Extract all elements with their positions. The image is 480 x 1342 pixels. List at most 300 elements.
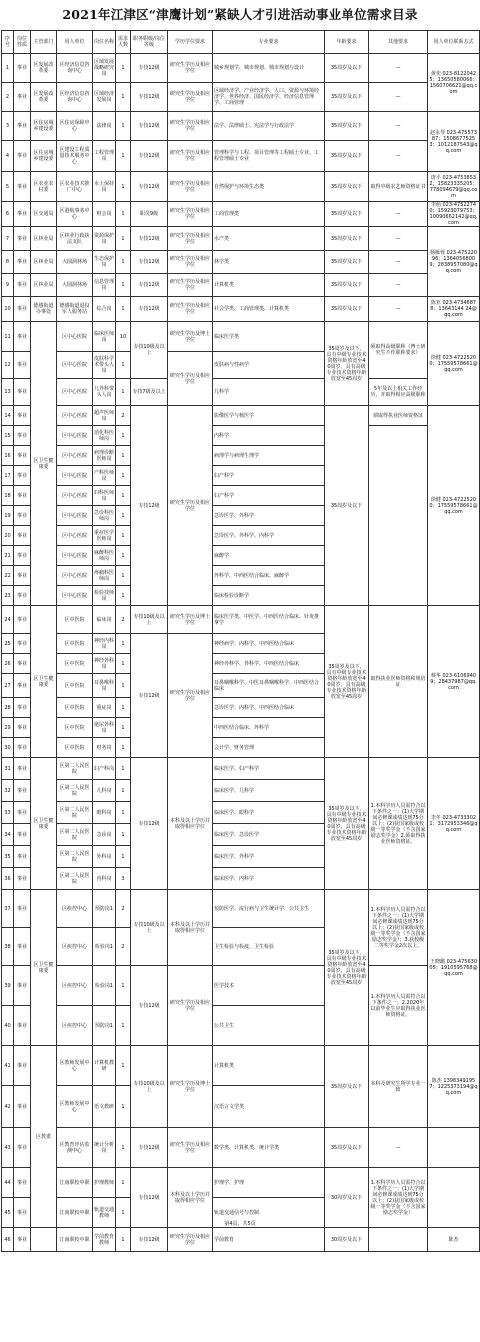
table-cell: 专技10级及以上 — [131, 322, 168, 379]
table-cell: 区域发展战略研究岗 — [93, 54, 116, 83]
table-cell: 35周岁及以下 — [325, 83, 369, 112]
column-header: 学历学位要求 — [168, 31, 213, 54]
table-cell: 儿外科带头人岗 — [93, 379, 116, 406]
table-row — [2, 379, 480, 406]
table-cell: 35周岁及以下 — [325, 172, 369, 202]
table-cell: 预防医学、流行病与卫生统计学、公共卫生 — [213, 890, 325, 928]
table-cell: 事业 — [14, 141, 31, 172]
table-cell: 区林业行政执法支队 — [57, 227, 93, 251]
table-cell: 研究生学历及相应学位 — [168, 966, 213, 1046]
table-cell: 皮肤病与性病学 — [213, 352, 325, 379]
table-cell: 44 — [2, 1168, 14, 1198]
table-cell: 21 — [2, 546, 14, 566]
table-cell: — — [369, 54, 428, 83]
table-cell: 研究生学历及相应学位 — [168, 1128, 213, 1168]
table-cell: 2 — [116, 928, 131, 966]
table-cell: 35周岁及以下 — [325, 141, 369, 172]
table-cell: 耳鼻喉科岗 — [93, 674, 116, 698]
table-cell: 眼科岗 — [93, 802, 116, 824]
table-cell: 事业 — [14, 846, 31, 868]
table-cell: 1 — [116, 379, 131, 406]
table-row — [2, 83, 480, 112]
table-cell: 1 — [116, 1168, 131, 1198]
table-cell: 区中医院 — [57, 634, 93, 654]
table-cell: 职员9级 — [131, 202, 168, 227]
table-row — [2, 406, 480, 426]
table-cell: 35周岁及以下，具有中级专业技术资格年龄放宽至40周岁，具有高级专业技术资格年龄放宽至45周岁 — [325, 890, 369, 1046]
table-cell: 徐健 023-47225200；17559578661@qq.com — [428, 406, 480, 606]
table-cell: 46 — [2, 1228, 14, 1252]
table-cell: 专技12级 — [131, 1228, 168, 1252]
table-cell: 事业 — [14, 1128, 31, 1168]
table-row — [2, 1228, 480, 1252]
table-cell: 本科及研究生所学专业一致 — [369, 1046, 428, 1128]
table-cell — [428, 1128, 480, 1168]
table-cell: 陈杰 13983491957；1225373194@qq.com — [428, 1046, 480, 1128]
table-row — [2, 426, 480, 446]
table-cell: 工程管理岗 — [93, 141, 116, 172]
table-cell: 计算机类 — [213, 274, 325, 297]
table-cell: 事业 — [14, 446, 31, 466]
column-header: 岗位性质 — [14, 31, 31, 54]
table-cell: 陈杰 — [428, 1228, 480, 1252]
table-cell: 1 — [116, 1228, 131, 1252]
table-cell: 事业 — [14, 172, 31, 202]
table-cell: 1 — [116, 446, 131, 466]
table-cell: 1 — [116, 674, 131, 698]
table-cell: 专技12级 — [131, 1168, 168, 1228]
table-cell: 1 — [116, 83, 131, 112]
table-cell: 22 — [2, 566, 14, 586]
table-cell: 神经外科岗 — [93, 654, 116, 674]
table-cell: 江南职校中职 — [57, 1168, 93, 1198]
table-cell: 23 — [2, 586, 14, 606]
table-cell: 区交通局 — [31, 202, 57, 227]
table-cell: 1 — [116, 634, 131, 654]
table-cell: 超声医师岗 — [93, 406, 116, 426]
table-row — [2, 112, 480, 141]
table-cell: 事业 — [14, 406, 31, 426]
table-cell: 事业 — [14, 674, 31, 698]
table-cell: 区疾控中心 — [57, 928, 93, 966]
table-cell: 14 — [2, 406, 14, 426]
table-row — [2, 297, 480, 322]
table-cell: 数学类、计算机类、统计学类 — [213, 1128, 325, 1168]
table-cell: 35周岁及以下 — [325, 406, 369, 606]
table-cell: 区中心医院 — [57, 466, 93, 486]
table-cell: 区中心医院 — [57, 546, 93, 566]
table-cell: 事业 — [14, 634, 31, 654]
table-cell: 事业 — [14, 780, 31, 802]
table-cell: 重症岗 — [93, 698, 116, 718]
table-cell: 研究生学历及相应学位 — [168, 227, 213, 251]
table-cell: 1.本科学历人员需符合以下条件之一：(1)大学期间必修课成绩达到75分以上；(2)获国家级或校级一等奖学金（不含国家励志奖学金） — [369, 1168, 428, 1228]
table-row — [2, 1046, 480, 1086]
table-cell: 25 — [2, 634, 14, 654]
table-cell: 影像医学与核医学 — [213, 406, 325, 426]
table-cell: 1 — [116, 846, 131, 868]
table-cell: 江南职校中职 — [57, 1198, 93, 1228]
table-cell: 检验技师岗 — [93, 586, 116, 606]
table-cell: 42 — [2, 1086, 14, 1128]
table-cell: 1 — [116, 202, 131, 227]
table-cell: 事业 — [14, 297, 31, 322]
table-cell: 区住房城乡建设委 — [31, 112, 57, 141]
table-cell: 事业 — [14, 426, 31, 446]
table-cell: 1 — [116, 698, 131, 718]
table-cell: 1 — [116, 486, 131, 506]
table-cell: 3 — [2, 112, 14, 141]
table-cell: 1 — [116, 466, 131, 486]
table-cell: 1 — [116, 586, 131, 606]
column-header: 岗位名称 — [93, 31, 116, 54]
table-cell: 学前教育 — [213, 1228, 325, 1252]
table-cell: 40 — [2, 1006, 14, 1046]
table-cell: 研究生学历及相应学位 — [168, 83, 213, 112]
table-cell: 护理教师 — [93, 1168, 116, 1198]
table-cell: 病理诊断医师岗 — [93, 446, 116, 466]
table-cell: 事业 — [14, 868, 31, 890]
column-header: 主管部门 — [31, 31, 57, 54]
table-cell: 专技12级 — [131, 141, 168, 172]
table-cell: 事业 — [14, 83, 31, 112]
table-cell: 学前教育教师 — [93, 1228, 116, 1252]
table-cell: 神经外科学、外科学、中西医结合临床 — [213, 654, 325, 674]
table-cell: 6 — [2, 202, 14, 227]
table-cell: 专技10级及以上 — [131, 1046, 168, 1128]
table-cell: 区中医院 — [57, 738, 93, 758]
table-cell: 陈亚 023-47346878；13643144 24@qq.com — [428, 297, 480, 322]
column-header: 专业要求 — [213, 31, 325, 54]
table-cell: 1 — [116, 966, 131, 1006]
table-cell: 病理学与病理生理学 — [213, 446, 325, 466]
table-cell: 1 — [116, 546, 131, 566]
table-cell: 卫生检验与检疫、卫生检验 — [213, 928, 325, 966]
table-cell: 5年及以上相关工作经历，并取得相应高级职称 — [369, 379, 428, 406]
table-cell: 事业 — [14, 352, 31, 379]
table-cell: 1 — [116, 227, 131, 251]
table-cell: 检验岗1 — [93, 966, 116, 1006]
table-cell: 专技12级 — [131, 274, 168, 297]
table-cell: 事业 — [14, 758, 31, 780]
table-cell: 急诊医学、外科学、内科学 — [213, 526, 325, 546]
table-cell: 1.本科学历人员需符合以下条件之一：(1)大学期间必修课成绩达到75分以上；(2)获国家级或校级一等奖学金（不含国家励志奖学金）；3.获校级二等奖学金2次以上。 — [369, 890, 428, 966]
table-cell — [31, 1228, 57, 1252]
table-cell: 30周岁及以下 — [325, 1228, 369, 1252]
table-cell: 计算机教研 — [93, 1046, 116, 1086]
table-row — [2, 251, 480, 274]
table-cell: 计算机类 — [213, 1046, 325, 1086]
table-cell: 研究生学历及相应学位 — [168, 141, 213, 172]
table-cell: 区中心医院 — [57, 322, 93, 352]
page-footer: 第4页，共5页 — [224, 1221, 256, 1227]
table-cell: 事业 — [14, 1168, 31, 1198]
table-cell: 1 — [116, 426, 131, 446]
table-cell: 1 — [116, 274, 131, 297]
table-cell: 20 — [2, 526, 14, 546]
table-cell: 1 — [116, 802, 131, 824]
table-cell: 31 — [2, 758, 14, 780]
table-cell: 区中医院 — [57, 654, 93, 674]
table-cell: 妇科医师岗 — [93, 486, 116, 506]
table-cell: 区中心医院 — [57, 506, 93, 526]
table-cell: 1 — [116, 1046, 131, 1086]
table-cell: 事业 — [14, 718, 31, 738]
table-cell: 皮肤科学术带头人岗 — [93, 352, 116, 379]
table-cell: 区住房保障中心 — [57, 112, 93, 141]
table-cell: 区林业局 — [31, 251, 57, 274]
table-cell: 医学技术 — [213, 966, 325, 1006]
table-cell: 事业 — [14, 802, 31, 824]
page-title: 2021年江津区“津鹰计划”紧缺人才引进活动事业单位需求目录 — [62, 7, 418, 22]
table-cell: 1 — [116, 297, 131, 322]
table-cell: 2 — [116, 406, 131, 426]
table-row — [2, 274, 480, 297]
table-cell: 事业 — [14, 546, 31, 566]
table-cell: 江南职校中职 — [57, 1228, 93, 1252]
table-row — [2, 54, 480, 83]
table-cell: 区中医院 — [57, 606, 93, 634]
table-cell: 事业 — [14, 112, 31, 141]
table-cell: 2 — [2, 83, 14, 112]
column-header: 需求人数 — [116, 31, 131, 54]
table-cell: 会计学、财务管理 — [213, 738, 325, 758]
table-cell: 35 — [2, 846, 14, 868]
table-cell: 9 — [2, 274, 14, 297]
table-cell: 事业 — [14, 890, 31, 928]
table-cell: 1 — [116, 141, 131, 172]
table-cell: 事业 — [14, 1228, 31, 1252]
table-cell: 临床医学、儿科学 — [213, 780, 325, 802]
table-cell: 德感街道退役军人服务站 — [57, 297, 93, 322]
table-cell: 11 — [2, 322, 14, 352]
table-row — [2, 202, 480, 227]
table-cell: 城乡规划学、城市规划、城市规划与设计 — [213, 54, 325, 83]
table-cell: — — [369, 112, 428, 141]
column-header: 用人单位联系方式 — [428, 31, 480, 54]
table-body — [2, 54, 480, 1252]
table-row — [2, 141, 480, 172]
table-cell: 研究生学历及相应学位 — [168, 406, 213, 606]
table-cell: 区卫生健康委 — [31, 606, 57, 758]
table-cell: 疼痛科医师岗 — [93, 566, 116, 586]
table-cell: 专技12级 — [131, 1128, 168, 1168]
table-cell: 事业 — [14, 586, 31, 606]
table-cell: 研究生学历及相应学位 — [168, 352, 213, 406]
table-cell: 2 — [116, 606, 131, 634]
table-cell: 1 — [116, 54, 131, 83]
table-cell: — — [369, 274, 428, 297]
table-cell: 徐健 023-47225200；17559578661@qq.com — [428, 322, 480, 406]
table-cell: 临床医学、内科学 — [213, 868, 325, 890]
table-cell: 事业 — [14, 506, 31, 526]
table-cell: 公共卫生 — [213, 1006, 325, 1046]
table-cell: 38 — [2, 928, 14, 966]
table-cell: 区建设工程质量技术服务中心 — [57, 141, 93, 172]
table-cell: 34 — [2, 824, 14, 846]
table-cell: 轨道交通信号与控制 — [213, 1198, 325, 1228]
table-cell: 研究生学历及博士学位 — [168, 322, 213, 352]
table-cell: — — [369, 251, 428, 274]
table-cell: 13 — [2, 379, 14, 406]
table-cell: 预防岗1 — [93, 1006, 116, 1046]
table-cell: 本科及以上学历并取得相应学位 — [168, 1168, 213, 1228]
table-cell: 事业 — [14, 322, 31, 352]
table-cell: 区域经济学、产业经济学、人口、资源与环境经济学、世界经济、国民经济学、经济信息管理学、工商管理 — [213, 83, 325, 112]
table-cell: 重症医学医师岗 — [93, 526, 116, 546]
table-cell: 本科及以上学历并取得相应学位 — [168, 758, 213, 890]
table-cell: 1 — [116, 780, 131, 802]
table-cell: — — [369, 83, 428, 112]
table-cell: 资源保护岗 — [93, 227, 116, 251]
table-cell: 1.本科学历人员需符合以下条件之一：(1)大学期间必修课成绩达到75分以上；(2)获国家级或校级一等奖学金（不含国家励志奖学金）2.须取得执业医师资格证。 — [369, 758, 428, 890]
table-cell: 35周岁及以下 — [325, 227, 369, 251]
table-cell: 27 — [2, 674, 14, 698]
table-cell: 39 — [2, 966, 14, 1006]
table-cell: 妇产科学 — [213, 486, 325, 506]
table-cell: 35周岁及以下，具有中级专业技术资格年龄放宽至40周岁，具有高级专业技术资格年龄放宽至45周岁 — [325, 758, 369, 890]
table-cell: 区港航事务中心 — [57, 202, 93, 227]
table-cell: — — [369, 141, 428, 172]
table-cell: 专技12级 — [131, 251, 168, 274]
table-cell: 语文教研 — [93, 1086, 116, 1128]
table-cell: 专技12级 — [131, 172, 168, 202]
table-cell: 区中医院 — [57, 698, 93, 718]
table-cell: 1 — [116, 112, 131, 141]
table-cell: 区中医院 — [57, 674, 93, 698]
table-cell: 临床医学类、中医学、中西医结合临床、针灸推拿学 — [213, 606, 325, 634]
table-cell: 临床检验诊断学 — [213, 586, 325, 606]
table-cell: 事业 — [14, 566, 31, 586]
table-cell: 区中心医院 — [57, 586, 93, 606]
table-cell: — — [369, 1128, 428, 1168]
table-cell: 区发展改革委 — [31, 83, 57, 112]
table-cell: 黄奕 023-81220425；13650580066；1560706621@qq.com — [428, 54, 480, 112]
table-cell: 研究生学历及相应学位 — [168, 172, 213, 202]
table-cell: 区中医院 — [57, 718, 93, 738]
table-cell: 区林业局 — [31, 274, 57, 297]
table-row — [2, 1168, 480, 1198]
table-cell: 45 — [2, 1198, 14, 1228]
requirements-table — [1, 30, 480, 1252]
table-cell: 大圆洞林场 — [57, 274, 93, 297]
table-cell: 事业 — [14, 227, 31, 251]
table-cell: 5 — [2, 172, 14, 202]
table-cell: 1 — [116, 738, 131, 758]
table-cell: 43 — [2, 1128, 14, 1168]
table-cell: 35周岁及以下 — [325, 112, 369, 141]
table-cell: 区教师发展中心 — [57, 1086, 93, 1128]
table-cell: 35周岁及以下 — [325, 297, 369, 322]
table-cell: 财务岗 — [93, 738, 116, 758]
table-cell: 财会岗 — [93, 202, 116, 227]
table-cell: 事业 — [14, 466, 31, 486]
table-cell: 研究生学历及相应学位 — [168, 274, 213, 297]
table-cell: 护理学、护理 — [213, 1168, 325, 1198]
table-cell: 区疾控中心 — [57, 966, 93, 1006]
table-cell: 35周岁及以下，具有中级专业技术资格年龄放宽至40周岁，具有高级专业技术资格年龄放宽至45周岁 — [325, 606, 369, 758]
table-cell: 33 — [2, 802, 14, 824]
table-cell: 区中心医院 — [57, 379, 93, 406]
table-cell: 事业 — [14, 698, 31, 718]
table-cell: 临床医学、急诊医学 — [213, 824, 325, 846]
table-cell: 专技12级 — [131, 227, 168, 251]
table-cell: 德感街道办事处 — [31, 297, 57, 322]
table-cell: 事业 — [14, 606, 31, 634]
column-header: 序号 — [2, 31, 14, 54]
table-cell: 1 — [116, 758, 131, 780]
table-cell: 4 — [2, 141, 14, 172]
table-cell: 事业 — [14, 1046, 31, 1086]
table-cell: 法律岗 — [93, 112, 116, 141]
table-cell: 区第二人民医院 — [57, 846, 93, 868]
table-cell — [369, 1228, 428, 1252]
table-cell: 区中心医院 — [57, 566, 93, 586]
table-cell: 研究生学历及相应学位 — [168, 297, 213, 322]
table-cell: — — [369, 227, 428, 251]
table-cell: 29 — [2, 718, 14, 738]
table-cell: — — [369, 297, 428, 322]
table-cell: 区住房城乡建设委 — [31, 141, 57, 172]
table-cell: 管理科学与工程、项目管理等工程硕士专业、工程管理硕士专业 — [213, 141, 325, 172]
table-cell: 工商管理类 — [213, 202, 325, 227]
table-cell: 37 — [2, 890, 14, 928]
column-header: 职务职级/岗位等级 — [131, 31, 168, 54]
table-cell: 区中心医院 — [57, 352, 93, 379]
table-cell: 儿科岗 — [93, 780, 116, 802]
table-cell: 李萌 023-47522740；15923079753；10090662142@qq.com — [429, 202, 478, 226]
table-row — [2, 172, 480, 202]
table-cell: 临床医学、眼科学 — [213, 802, 325, 824]
table-cell: 区卫生健康委 — [31, 322, 57, 606]
table-cell: 8 — [2, 251, 14, 274]
table-cell: 急诊科医师岗 — [93, 506, 116, 526]
table-cell: 李冬 023-47333021；3172953346@qq.com — [428, 758, 480, 890]
table-header-row — [2, 31, 480, 54]
table-cell: 区域经济发展岗 — [93, 83, 116, 112]
table-cell: 取得中级农艺师资格证书 — [369, 172, 428, 202]
table-cell: 研究生学历及博士学位 — [168, 1046, 213, 1128]
table-cell: 区疾控中心 — [57, 1006, 93, 1046]
table-cell: 1 — [116, 1086, 131, 1128]
table-cell: 10 — [116, 322, 131, 352]
table-cell: 儿科学 — [213, 379, 325, 406]
table-cell: 水土保持岗 — [93, 172, 116, 202]
table-cell: 急诊岗 — [93, 824, 116, 846]
table-cell: 1 — [116, 526, 131, 546]
table-cell: 1 — [116, 1006, 131, 1046]
table-cell: 事业 — [14, 251, 31, 274]
table-cell: 生态保护岗 — [93, 251, 116, 274]
table-cell: 17 — [2, 466, 14, 486]
table-cell: 临床医师岗 — [93, 322, 116, 352]
table-cell: 急诊医学、内科学、中西医结合临床 — [213, 698, 325, 718]
table-cell: 1 — [116, 172, 131, 202]
table-cell: 大圆洞林场 — [57, 251, 93, 274]
column-header: 年龄要求 — [325, 31, 369, 54]
table-cell: 外科学、中西医结合临床、麻醉学 — [213, 566, 325, 586]
table-cell: 法学、法律硕士、宪法学与行政法学 — [213, 112, 325, 141]
table-cell: 事业 — [14, 1006, 31, 1046]
table-cell: 区疾控中心 — [57, 890, 93, 928]
table-cell: 专技12级 — [131, 966, 168, 1046]
table-cell: 研究生学历及相应学位 — [168, 1228, 213, 1252]
table-cell: 1 — [116, 718, 131, 738]
table-cell: 杨雁蓉 023-47522096；13640568009；2838957080@qq.com — [428, 227, 480, 297]
table-cell: 36 — [2, 868, 14, 890]
table-cell: 2 — [116, 890, 131, 928]
table-cell: 19 — [2, 506, 14, 526]
